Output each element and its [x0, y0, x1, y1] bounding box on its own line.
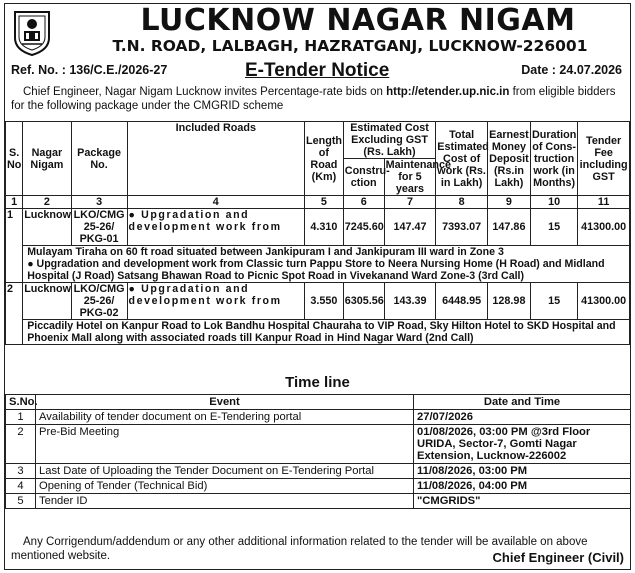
row-nigam: Lucknow [23, 283, 71, 320]
row-duration: 15 [530, 283, 577, 320]
row-emd: 128.98 [487, 283, 530, 320]
table-row [6, 209, 630, 246]
header-package-no: Package No. [71, 122, 127, 196]
header-sno: S. No [6, 122, 23, 196]
timeline-header-row [6, 395, 631, 410]
footer-note: Any Corrigendum/addendum or any other additional information related to the tender will be available on above mentioned website. [11, 536, 588, 562]
road-description: Piccadily Hotel on Kanpur Road to Lok Bandhu Hospital Chauraha to VIP Road, Sky Hilton Hotel to SKD Hospital and Phoenix Mall along with associated roads till Kanpur Road in Hind Nagar Ward (2nd Call) [27, 320, 616, 344]
notice-heading: E-Tender Notice [245, 60, 390, 81]
org-address: T.N. ROAD, LALBAGH, HAZRATGANJ, LUCKNOW-226001 [112, 37, 588, 55]
header-emd: Earnest Money Deposit (Rs.in Lakh) [487, 122, 530, 196]
timeline-event: Last Date of Uploading the Tender Document on E-Tendering Portal [36, 464, 414, 479]
timeline-header-sno: S.No. [6, 395, 36, 410]
timeline-sno: 3 [6, 464, 36, 479]
timeline-datetime: 11/08/2026, 03:00 PM [414, 464, 631, 479]
letterhead [5, 4, 630, 58]
timeline-header-event: Event [36, 395, 414, 410]
timeline-datetime: 01/08/2026, 03:00 PM @3rd Floor URIDA, Sector-7, Gomti Nagar Extension, Lucknow-226002 [414, 425, 631, 464]
column-number: 5 [305, 196, 344, 209]
intro-paragraph [11, 85, 623, 113]
header-duration: Duration of Cons-truction work (in Months) [530, 122, 577, 196]
header-total-cost: Total Estimated Cost of work (Rs. in Lakh) [436, 122, 488, 196]
road-description: ● Upgradation and development work from Classic turn Pappu Store to Neera Nursing Home (H Road) and Midland Hospital (J Road) Satsang Bhawan Road to Picnic Spot Road in Vivekanand Ward Zone-3 (3rd Call) [27, 258, 605, 282]
timeline-row [6, 494, 631, 509]
row-desc-detail [23, 320, 630, 345]
row-emd: 147.86 [487, 209, 530, 246]
header-included-roads: Included Roads [127, 122, 305, 196]
timeline-row [6, 410, 631, 425]
row-sno: 2 [6, 283, 23, 345]
column-number: 4 [127, 196, 305, 209]
signatory: Chief Engineer (Civil) [492, 550, 624, 565]
timeline-row [6, 464, 631, 479]
column-number: 11 [578, 196, 630, 209]
row-construction: 6305.56 [343, 283, 384, 320]
package-table [5, 121, 630, 345]
row-fee: 41300.00 [578, 283, 630, 320]
column-number: 9 [487, 196, 530, 209]
column-number: 8 [436, 196, 488, 209]
timeline-event: Availability of tender document on E-Tendering portal [36, 410, 414, 425]
row-duration: 15 [530, 209, 577, 246]
row-fee: 41300.00 [578, 209, 630, 246]
row-sno: 1 [6, 209, 23, 283]
table-row [6, 283, 630, 320]
row-length: 4.310 [305, 209, 344, 246]
header-tender-fee: Tender Fee including GST [578, 122, 630, 196]
column-number-row [6, 196, 630, 209]
timeline-event: Pre-Bid Meeting [36, 425, 414, 464]
column-number: 10 [530, 196, 577, 209]
timeline-row [6, 479, 631, 494]
timeline-event: Tender ID [36, 494, 414, 509]
row-desc-intro: ● Upgradation and development work from [127, 209, 305, 246]
nagar-nigam-emblem-icon [11, 8, 53, 56]
reference-number: Ref. No. : 136/C.E./2026-27 [11, 63, 168, 77]
timeline-sno: 1 [6, 410, 36, 425]
header-maintenance: Maintenance for 5 years [385, 159, 452, 195]
table-row-continued [6, 246, 630, 283]
row-desc-intro: ● Upgradation and development work from [127, 283, 305, 320]
org-title: LUCKNOW NAGAR NIGAM [140, 3, 576, 38]
column-number: 6 [343, 196, 384, 209]
row-maintenance: 147.47 [384, 209, 436, 246]
row-package: LKO/CMG 25-26/ PKG-01 [71, 209, 127, 246]
reference-line [5, 60, 630, 82]
column-number: 1 [6, 196, 23, 209]
road-description: Mulayam Tiraha on 60 ft road situated between Jankipuram I and Jankipuram III ward in Zone 3 [27, 246, 504, 258]
timeline-row [6, 425, 631, 464]
row-desc-detail [23, 246, 630, 283]
row-total: 7393.07 [436, 209, 488, 246]
timeline-title: Time line [285, 374, 350, 391]
tender-notice-page [4, 3, 631, 570]
timeline-sno: 5 [6, 494, 36, 509]
column-number: 3 [71, 196, 127, 209]
header-length: Length of Road (Km) [305, 122, 344, 196]
timeline-datetime: 11/08/2026, 04:00 PM [414, 479, 631, 494]
timeline-sno: 2 [6, 425, 36, 464]
intro-text-start: Chief Engineer, Nagar Nigam Lucknow invites Percentage-rate bids on [23, 86, 387, 98]
row-total: 6448.95 [436, 283, 488, 320]
row-construction: 7245.60 [343, 209, 384, 246]
timeline-event: Opening of Tender (Technical Bid) [36, 479, 414, 494]
row-nigam: Lucknow [23, 209, 71, 246]
intro-text-end: from eligible bidders for the following package under the CMGRID scheme [11, 86, 616, 112]
etender-portal-link[interactable]: http://etender.up.nic.in [386, 86, 510, 98]
header-construction: Constru-ction [343, 159, 384, 196]
column-number: 7 [384, 196, 436, 209]
column-number: 2 [23, 196, 71, 209]
timeline-table [5, 394, 631, 509]
notice-date: Date : 24.07.2026 [521, 63, 622, 77]
row-length: 3.550 [305, 283, 344, 320]
timeline-datetime: 27/07/2026 [414, 410, 631, 425]
header-estimated-cost: Estimated Cost Excluding GST (Rs. Lakh) [343, 122, 436, 159]
row-maintenance: 143.39 [384, 283, 436, 320]
timeline-sno: 4 [6, 479, 36, 494]
timeline-datetime: "CMGRIDS" [414, 494, 631, 509]
header-nagar-nigam: Nagar Nigam [23, 122, 71, 196]
table-row-continued [6, 320, 630, 345]
row-package: LKO/CMG 25-26/ PKG-02 [71, 283, 127, 320]
timeline-header-datetime: Date and Time [414, 395, 631, 410]
